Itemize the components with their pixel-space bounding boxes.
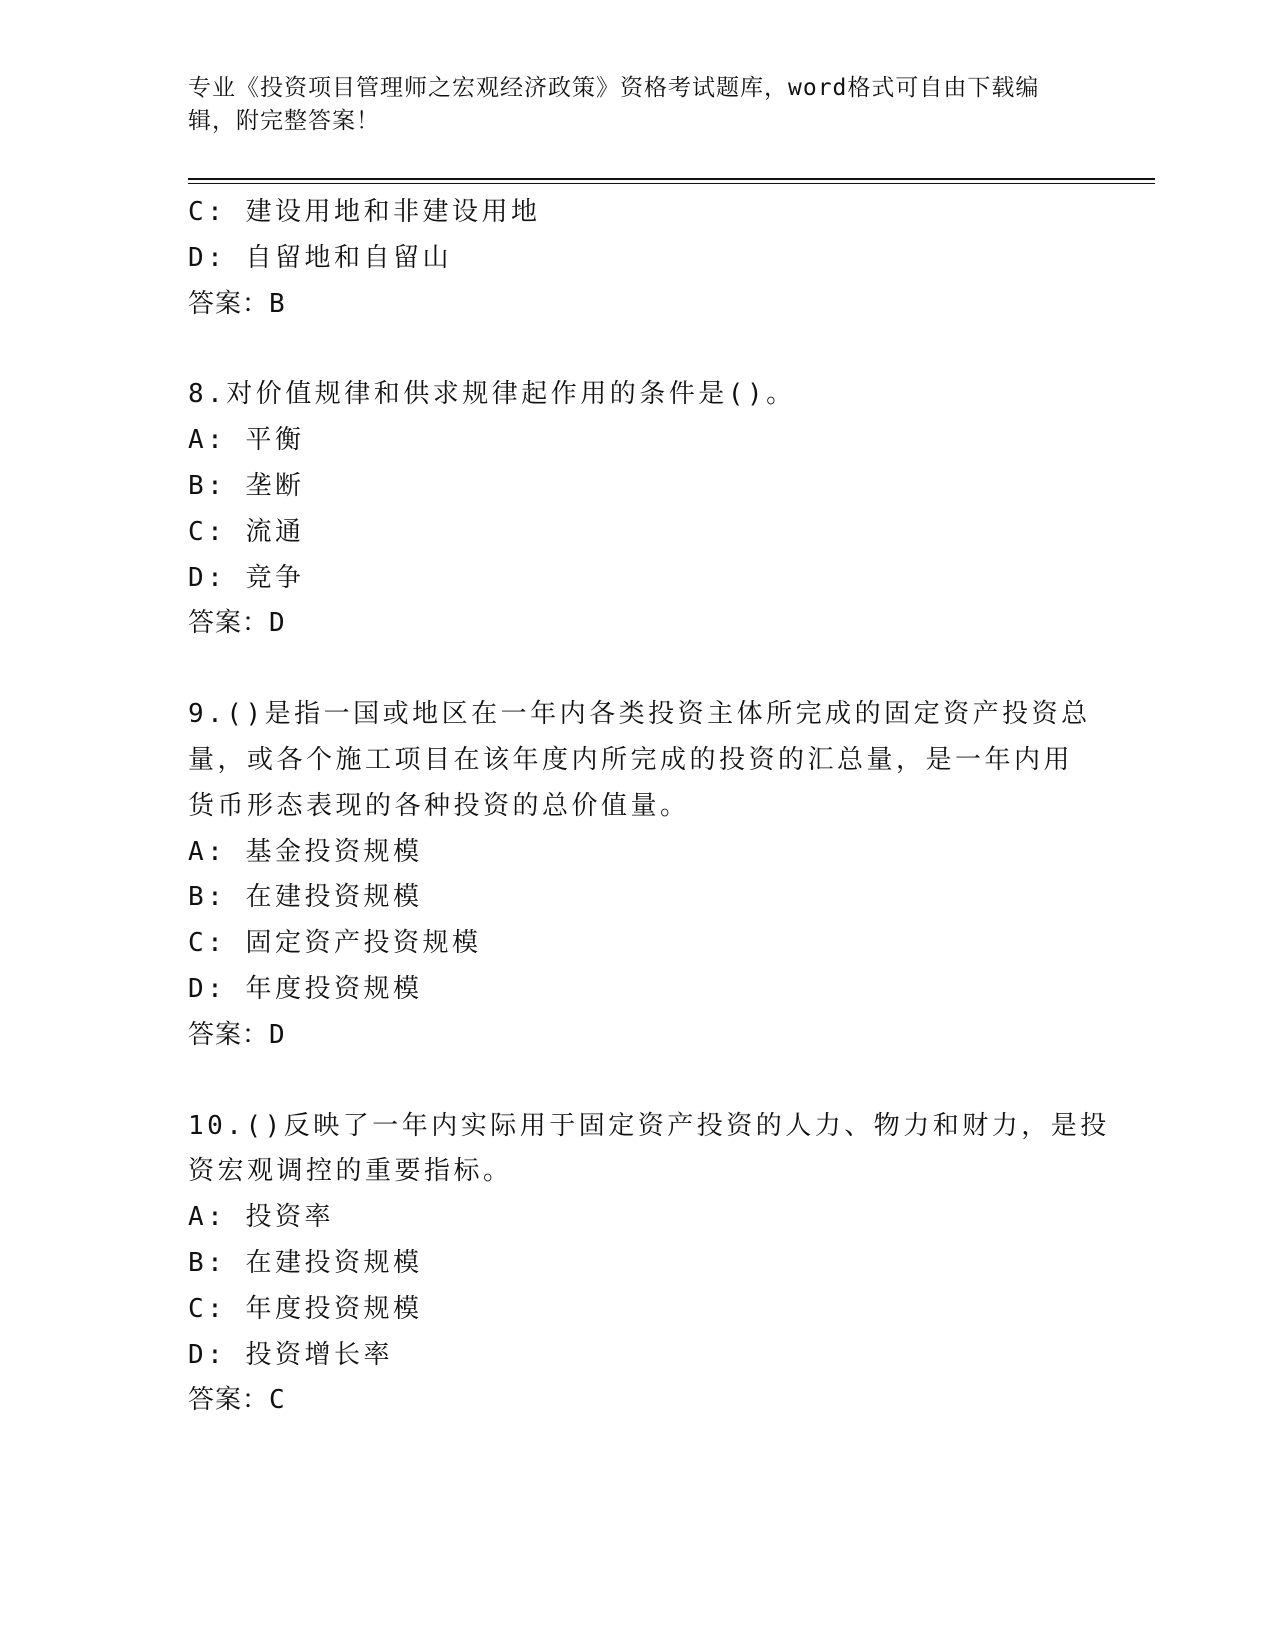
question-9: [188, 692, 1091, 1058]
option-label: A:: [188, 425, 227, 456]
option-c: [188, 510, 1088, 556]
option-label: B:: [188, 1247, 227, 1278]
option-label: C:: [188, 516, 227, 547]
question-stem: 8.对价值规律和供求规律起作用的条件是()。: [188, 379, 796, 410]
question-stem-line: 资宏观调控的重要指标。: [188, 1156, 513, 1187]
option-text: 基金投资规模: [245, 836, 423, 867]
option-text: 建设用地和非建设用地: [245, 197, 541, 227]
option-label: A:: [188, 1202, 227, 1233]
option-text: 投资增长率: [245, 1339, 393, 1370]
option-label: D:: [188, 242, 227, 273]
question-stem-line: 货币形态表现的各种投资的总价值量。: [188, 790, 690, 821]
option-text: 年度投资规模: [245, 973, 423, 1004]
header-divider-thick: [188, 178, 1155, 180]
option-d: [188, 967, 1088, 1013]
question-content: [188, 190, 1110, 1424]
option-a: [188, 830, 1088, 876]
option-text: 自留地和自留山: [245, 242, 452, 273]
option-text: 垄断: [245, 470, 305, 501]
option-label: B:: [188, 882, 227, 913]
option-c: [188, 190, 1088, 236]
answer-line: 答案：D: [188, 1019, 286, 1050]
option-label: A:: [188, 836, 227, 867]
option-b: [188, 1241, 1088, 1287]
option-text: 年度投资规模: [245, 1293, 423, 1324]
option-c: [188, 1287, 1088, 1333]
question-stem-line: 量，或各个施工项目在该年度内所完成的投资的汇总量，是一年内用: [188, 744, 1074, 775]
page-header: 专业《投资项目管理师之宏观经济政策》资格考试题库，word格式可自由下载编辑，附完整答案！: [188, 75, 1040, 134]
option-b: [188, 464, 1088, 510]
option-label: B:: [188, 470, 227, 501]
option-label: D:: [188, 973, 227, 1004]
question-10: [188, 1104, 1110, 1425]
option-label: D:: [188, 562, 227, 593]
option-text: 在建投资规模: [245, 882, 423, 913]
option-label: C:: [188, 928, 227, 959]
question-8: [188, 372, 1088, 647]
option-c: [188, 921, 1088, 967]
answer-line: 答案：D: [188, 608, 286, 639]
option-d: [188, 1333, 1088, 1379]
prev-question: [188, 190, 1088, 327]
option-label: C:: [188, 197, 227, 227]
option-d: [188, 236, 1088, 282]
option-text: 平衡: [245, 425, 305, 456]
option-text: 竞争: [245, 562, 305, 593]
question-stem-line: 9.()是指一国或地区在一年内各类投资主体所完成的固定资产投资总: [188, 699, 1091, 730]
option-d: [188, 556, 1088, 602]
answer-line: 答案：B: [188, 288, 286, 319]
option-label: C:: [188, 1293, 227, 1324]
option-a: [188, 418, 1088, 464]
option-text: 流通: [245, 516, 305, 547]
option-b: [188, 875, 1088, 921]
option-text: 固定资产投资规模: [245, 928, 482, 959]
answer-line: 答案：C: [188, 1385, 286, 1416]
question-stem-line: 10.()反映了一年内实际用于固定资产投资的人力、物力和财力，是投: [188, 1110, 1110, 1141]
option-a: [188, 1195, 1088, 1241]
option-text: 在建投资规模: [245, 1247, 423, 1278]
option-label: D:: [188, 1339, 227, 1370]
option-text: 投资率: [245, 1202, 334, 1233]
header-divider-thin: [188, 183, 1155, 184]
